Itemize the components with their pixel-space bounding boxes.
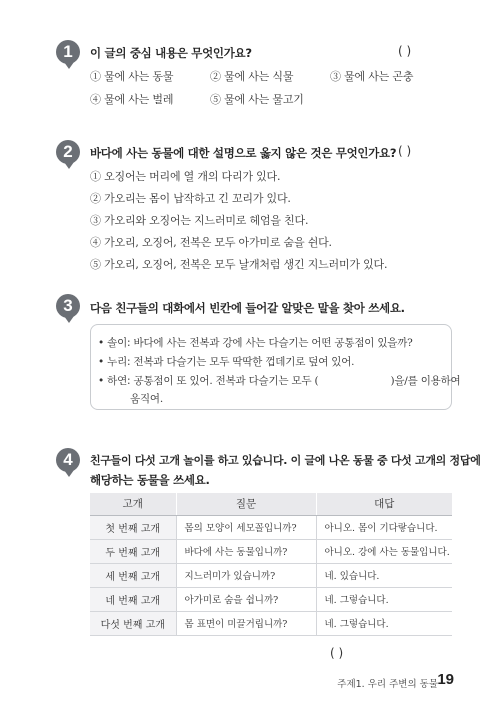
dialog-speaker-hayeon: • 하연: [98,375,131,387]
table-row [90,515,452,539]
table-header-answer: 대답 [316,493,452,515]
dialog-speaker-nuri: • 누리: [98,356,131,368]
question-1-option-4[interactable]: ④ 물에 사는 벌레 [90,93,174,106]
table-cell-hill: 첫 번째 고개 [90,515,176,539]
dialog-line-hayeon-continued: 움직여. [130,393,163,405]
question-4-text-line-2: 해당하는 동물을 쓰세요. [90,473,210,487]
question-2-text: 바다에 사는 동물에 대한 설명으로 옳지 않은 것은 무엇인가요? [90,146,397,160]
five-hills-table [90,493,452,636]
table-cell-answer: 네. 그렇습니다. [316,611,452,635]
dialog-speaker-soli: • 솔이: [98,337,131,349]
dialog-text-hayeon-before: 공통점이 또 있어. 전복과 다슬기는 모두 ( [133,375,319,387]
dialog-text-soli: 바다에 사는 전복과 강에 사는 다슬기는 어떤 공통점이 있을까? [133,337,413,349]
table-header-question: 질문 [176,493,316,515]
table-cell-question: 바다에 사는 동물입니까? [176,539,316,563]
table-cell-question: 아가미로 숨을 쉽니까? [176,587,316,611]
dialog-line-nuri [98,354,354,369]
footer-section-title: 주제1. 우리 주변의 동물 [337,679,438,690]
dialog-text-hayeon-after: )을/를 이용하여 [390,375,461,387]
table-cell-question: 몸 표면이 미끌거립니까? [176,611,316,635]
question-4-answer-blank[interactable]: ( ) [330,646,344,660]
table-row [90,539,452,563]
table-cell-answer: 아니오. 몸이 기다랗습니다. [316,515,452,539]
table-cell-question: 몸의 모양이 세모꼴입니까? [176,515,316,539]
question-1-answer-blank[interactable]: ( ) [398,44,412,58]
footer-page-number: 19 [437,671,454,688]
question-4-text-line-1: 친구들이 다섯 고개 놀이를 하고 있습니다. 이 글에 나온 동물 중 다섯 고개의 정답에 [90,454,481,467]
question-4-number-badge: 4 [56,448,80,472]
question-1-option-3[interactable]: ③ 물에 사는 곤충 [330,70,414,83]
question-2-option-1[interactable]: ① 오징어는 머리에 열 개의 다리가 있다. [90,170,281,183]
table-cell-answer: 아니오. 강에 사는 동물입니다. [316,539,452,563]
table-cell-answer: 네. 있습니다. [316,563,452,587]
dialog-line-hayeon [98,373,460,388]
question-2-option-4[interactable]: ④ 가오리, 오징어, 전복은 모두 아가미로 숨을 쉰다. [90,236,332,249]
table-cell-answer: 네. 그렇습니다. [316,587,452,611]
question-2-number-badge: 2 [56,140,80,164]
question-1-option-5[interactable]: ⑤ 물에 사는 물고기 [210,93,304,106]
table-cell-hill: 두 번째 고개 [90,539,176,563]
question-3-number-badge: 3 [56,294,80,318]
question-1-number-badge: 1 [56,40,80,64]
question-2-option-3[interactable]: ③ 가오리와 오징어는 지느러미로 헤엄을 친다. [90,214,309,227]
question-1-option-2[interactable]: ② 물에 사는 식물 [210,70,294,83]
question-2-option-2[interactable]: ② 가오리는 몸이 납작하고 긴 꼬리가 있다. [90,192,291,205]
table-header-row [90,493,452,515]
question-2-answer-blank[interactable]: ( ) [398,144,412,158]
table-cell-question: 지느러미가 있습니까? [176,563,316,587]
question-3-text: 다음 친구들의 대화에서 빈칸에 들어갈 알맞은 말을 찾아 쓰세요. [90,301,405,315]
dialog-text-nuri: 전복과 다슬기는 모두 딱딱한 껍데기로 덮여 있어. [133,356,355,368]
table-cell-hill: 다섯 번째 고개 [90,611,176,635]
question-1-option-1[interactable]: ① 물에 사는 동물 [90,70,174,83]
table-cell-hill: 세 번째 고개 [90,563,176,587]
question-1-text: 이 글의 중심 내용은 무엇인가요? [90,46,252,60]
table-row [90,587,452,611]
question-2-option-5[interactable]: ⑤ 가오리, 오징어, 전복은 모두 날개처럼 생긴 지느러미가 있다. [90,258,388,271]
table-row [90,611,452,635]
table-header-hill: 고개 [90,493,176,515]
table-row [90,563,452,587]
table-cell-hill: 네 번째 고개 [90,587,176,611]
dialog-line-soli [98,335,413,350]
